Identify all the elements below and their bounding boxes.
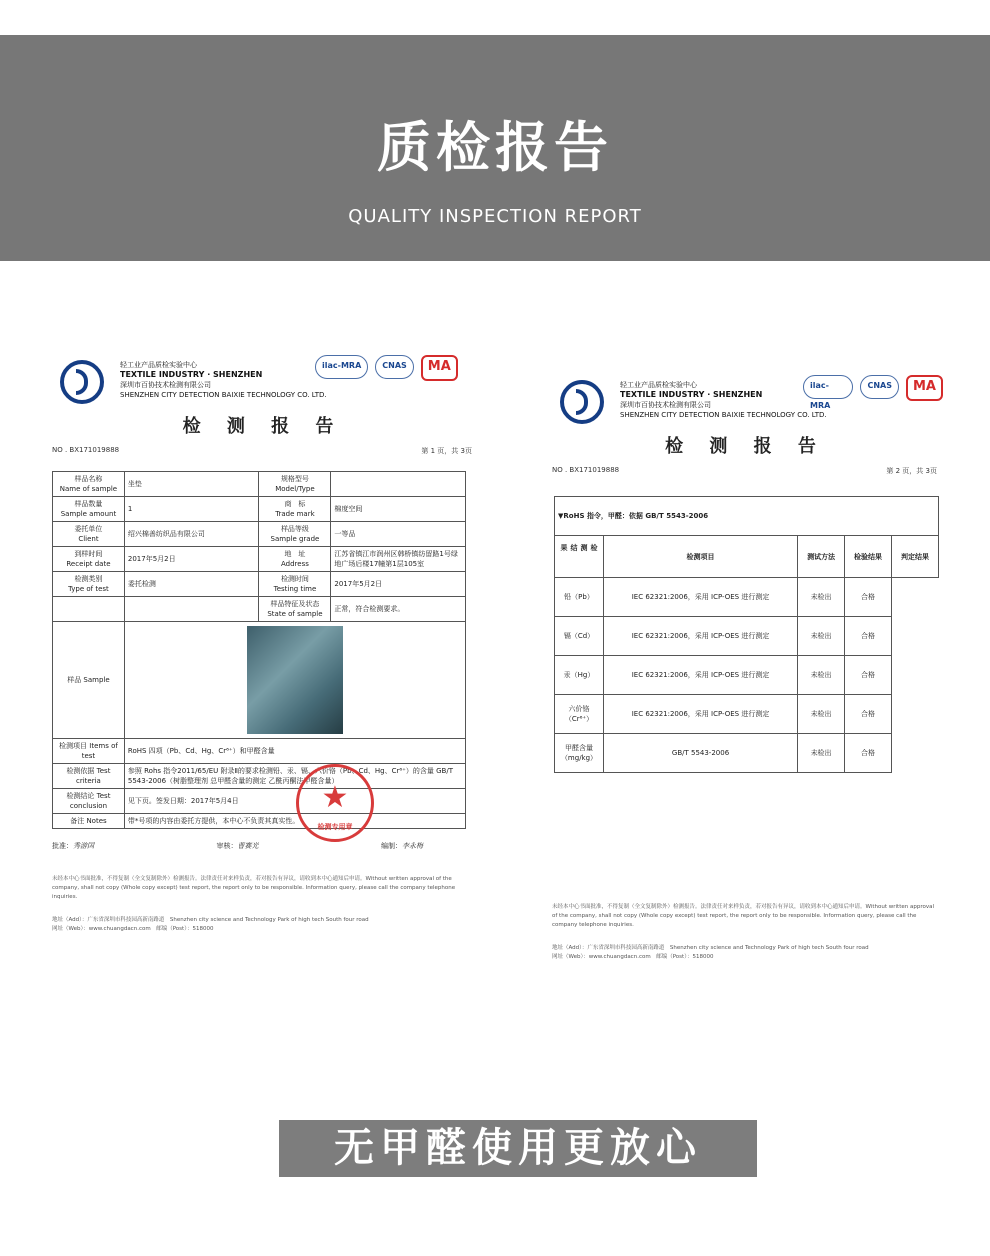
info-row [53, 547, 466, 572]
info-value: 委托检测 [124, 572, 259, 597]
info-label: 样品等级 Sample grade [259, 522, 331, 547]
legal-notice: 未经本中心书面批准，不得复制（全文复制除外）检测报告。法律责任对来样负责，若对报告有异议，请收到本中心通知后申请。Without written approval of the company, shall not copy (Whole copy except) test report, the report only to be responsible. Information query, please call the company telephone inquiries. [52, 876, 456, 900]
report-title-2: 检 测 报 告 [665, 436, 826, 457]
org-en2: SHENZHEN CITY DETECTION BAIXIE TECHNOLOGY CO. LTD. [120, 391, 327, 399]
remark-label: 备注 Notes [53, 814, 125, 829]
editor-label: 编制： [381, 842, 402, 850]
test-result: 未检出 [798, 734, 845, 773]
cnas-icon: CNAS [860, 375, 899, 399]
header-test-item: 检测项目 [604, 536, 798, 578]
info-label: 商 标 Trade mark [259, 497, 331, 522]
org-en2: SHENZHEN CITY DETECTION BAIXIE TECHNOLOGY CO. LTD. [620, 411, 827, 419]
test-method: IEC 62321:2006，采用 ICP-OES 进行测定 [604, 695, 798, 734]
test-method: IEC 62321:2006，采用 ICP-OES 进行测定 [604, 617, 798, 656]
info-label: 检测时间 Testing time [259, 572, 331, 597]
editor-signature: 李永梅 [402, 842, 423, 850]
info-label: 检测类别 Type of test [53, 572, 125, 597]
result-row [555, 695, 939, 734]
report-number: NO . BX171019888 [52, 446, 120, 454]
test-method: IEC 62321:2006，采用 ICP-OES 进行测定 [604, 578, 798, 617]
report-header-2 [548, 372, 943, 432]
reviewer-label: 审核： [216, 842, 238, 850]
hero-title: 质检报告 [377, 116, 613, 179]
info-value [331, 472, 466, 497]
info-value: 正常，符合检测要求。 [331, 597, 466, 622]
info-value: 2017年5月2日 [124, 547, 259, 572]
test-item: 甲醛含量 （mg/kg） [555, 734, 604, 773]
page-counter: 第 1 页，共 3页 [421, 447, 472, 455]
conclusion-value: 见下页。签发日期：2017年5月4日 [124, 789, 465, 814]
org-cn: 轻工业产品质检实验中心 [620, 381, 697, 389]
test-items-label: 检测项目 Items of test [53, 739, 125, 764]
test-result: 未检出 [798, 695, 845, 734]
ma-icon: MA [906, 375, 943, 401]
remark-value: 带*号项的内容由委托方提供，本中心不负责其真实性。 [124, 814, 465, 829]
approver-field [52, 841, 94, 851]
test-method: IEC 62321:2006，采用 ICP-OES 进行测定 [604, 656, 798, 695]
reviewer-field [217, 841, 259, 851]
info-label: 样品名称 Name of sample [53, 472, 125, 497]
judgement: 合格 [845, 578, 892, 617]
org-cn: 轻工业产品质检实验中心 [120, 361, 197, 369]
ilac-mra-icon: ilac-MRA [803, 375, 853, 399]
approver-label: 批准： [52, 842, 73, 850]
info-label: 样品特征及状态 State of sample [259, 597, 331, 622]
sample-info-table [52, 471, 466, 829]
info-label: 规格型号 Model/Type [259, 472, 331, 497]
info-label [53, 597, 125, 622]
rohs-caption: ▼RoHS 指令，甲醛：依据 GB/T 5543-2006 [555, 497, 939, 536]
info-row [53, 497, 466, 522]
report-meta [52, 446, 472, 456]
info-value: 江苏省镇江市润州区韩桥镇纺留路1号绿地广场后楼17幢第1层105室 [331, 547, 466, 572]
ilac-mra-icon: ilac-MRA [315, 355, 368, 379]
test-items-value: RoHS 四项（Pb、Cd、Hg、Cr⁶⁺）和甲醛含量 [124, 739, 465, 764]
org-en: TEXTILE INDUSTRY · SHENZHEN [620, 390, 763, 399]
organization-block-2 [620, 380, 827, 420]
info-value: 一等品 [331, 522, 466, 547]
result-row [555, 617, 939, 656]
test-result: 未检出 [798, 578, 845, 617]
address-line: 地址（Add）：广东省深圳市科技园高新南路道 Shenzhen city science and Technology Park of high tech South four road [552, 945, 869, 951]
fabric-sample-image [247, 626, 343, 734]
hero-subtitle: QUALITY INSPECTION REPORT [348, 206, 642, 227]
test-result: 未检出 [798, 656, 845, 695]
info-value: 2017年5月2日 [331, 572, 466, 597]
legal-footer [52, 875, 474, 934]
test-item: 汞（Hg） [555, 656, 604, 695]
info-value: 坐垫 [124, 472, 259, 497]
info-value [124, 597, 259, 622]
result-row [555, 656, 939, 695]
info-label: 委托单位 Client [53, 522, 125, 547]
hero-banner [0, 35, 990, 261]
result-row [555, 734, 939, 773]
judgement: 合格 [845, 656, 892, 695]
sample-photo-cell [124, 622, 465, 739]
info-label: 到样时间 Receipt date [53, 547, 125, 572]
report-page-1 [48, 352, 478, 967]
page-counter: 第 2 页，共 3页 [886, 467, 937, 475]
info-row [53, 572, 466, 597]
stamp-text: 检测专用章 [317, 823, 353, 831]
report-page-2 [548, 372, 943, 960]
header-judgement: 判定结果 [892, 536, 939, 578]
header-method: 测试方法 [798, 536, 845, 578]
approver-signature: 秀游国 [73, 842, 94, 850]
judgement: 合格 [845, 617, 892, 656]
rohs-results-table [554, 496, 939, 773]
report-number: NO . BX171019888 [552, 466, 620, 474]
conclusion-row [53, 789, 466, 814]
web-line: 网址（Web）：www.chuangdacn.com 邮编（Post）：518000 [552, 954, 714, 960]
cnas-icon: CNAS [375, 355, 414, 379]
info-value: 棉度空间 [331, 497, 466, 522]
cd-logo-icon [60, 360, 104, 404]
official-stamp [296, 764, 374, 842]
test-items-row [53, 739, 466, 764]
test-method: GB/T 5543-2006 [604, 734, 798, 773]
legal-footer-2 [552, 903, 939, 962]
info-value: 1 [124, 497, 259, 522]
criteria-value: 参照 Rohs 指令2011/65/EU 附录Ⅱ的要求检测铅、汞、镉、六价铬（Pb、Cd、Hg、Cr⁶⁺）的含量 GB/T 5543-2006（树脂整理剂 总甲醛含量的测定 乙酰丙酮法甲醛含量） [124, 764, 465, 789]
test-result: 未检出 [798, 617, 845, 656]
web-line: 网址（Web）：www.chuangdacn.com 邮编（Post）：518000 [52, 926, 214, 932]
org-en: TEXTILE INDUSTRY · SHENZHEN [120, 370, 263, 379]
remark-row [53, 814, 466, 829]
info-label: 地 址 Address [259, 547, 331, 572]
info-value: 绍兴棉善纺织品有限公司 [124, 522, 259, 547]
cd-logo-icon [560, 380, 604, 424]
legal-notice: 未经本中心书面批准，不得复制（全文复制除外）检测报告。法律责任对来样负责，若对报告有异议，请收到本中心通知后申请。Without written approval of the company, shall not copy (Whole copy except) test report, the report only to be responsible. Information query, please call the company telephone inquiries. [552, 904, 934, 928]
test-item: 镉（Cd） [555, 617, 604, 656]
editor-field [381, 841, 423, 851]
criteria-label: 检测依据 Test criteria [53, 764, 125, 789]
results-vertical-label: 检测结果 [555, 536, 604, 578]
report-title: 检 测 报 告 [182, 416, 344, 437]
org-cn2: 深圳市百协技术检测有限公司 [120, 381, 211, 389]
org-cn2: 深圳市百协技术检测有限公司 [620, 401, 711, 409]
certification-marks [315, 355, 458, 381]
judgement: 合格 [845, 695, 892, 734]
slogan-banner: 无甲醛使用更放心 [279, 1120, 757, 1177]
conclusion-label: 检测结论 Test conclusion [53, 789, 125, 814]
header-result: 检验结果 [845, 536, 892, 578]
judgement: 合格 [845, 734, 892, 773]
reviewer-signature: 曹赛光 [237, 842, 259, 850]
star-icon: ★ [321, 780, 349, 815]
criteria-row [53, 764, 466, 789]
info-row [53, 522, 466, 547]
ma-icon: MA [421, 355, 458, 381]
sample-label: 样品 Sample [53, 622, 125, 739]
sample-row [53, 622, 466, 739]
results-header-row [555, 536, 939, 578]
test-item: 六价铬（Cr⁶⁺） [555, 695, 604, 734]
address-line: 地址（Add）：广东省深圳市科技园高新南路道 Shenzhen city science and Technology Park of high tech South four road [52, 917, 369, 923]
info-label: 样品数量 Sample amount [53, 497, 125, 522]
organization-block [120, 360, 327, 400]
test-item: 铅（Pb） [555, 578, 604, 617]
result-row [555, 578, 939, 617]
report-meta-2 [552, 466, 937, 476]
signature-line [52, 841, 423, 851]
info-row [53, 472, 466, 497]
certification-marks-2 [803, 375, 943, 410]
info-row [53, 597, 466, 622]
report-header [48, 352, 478, 412]
